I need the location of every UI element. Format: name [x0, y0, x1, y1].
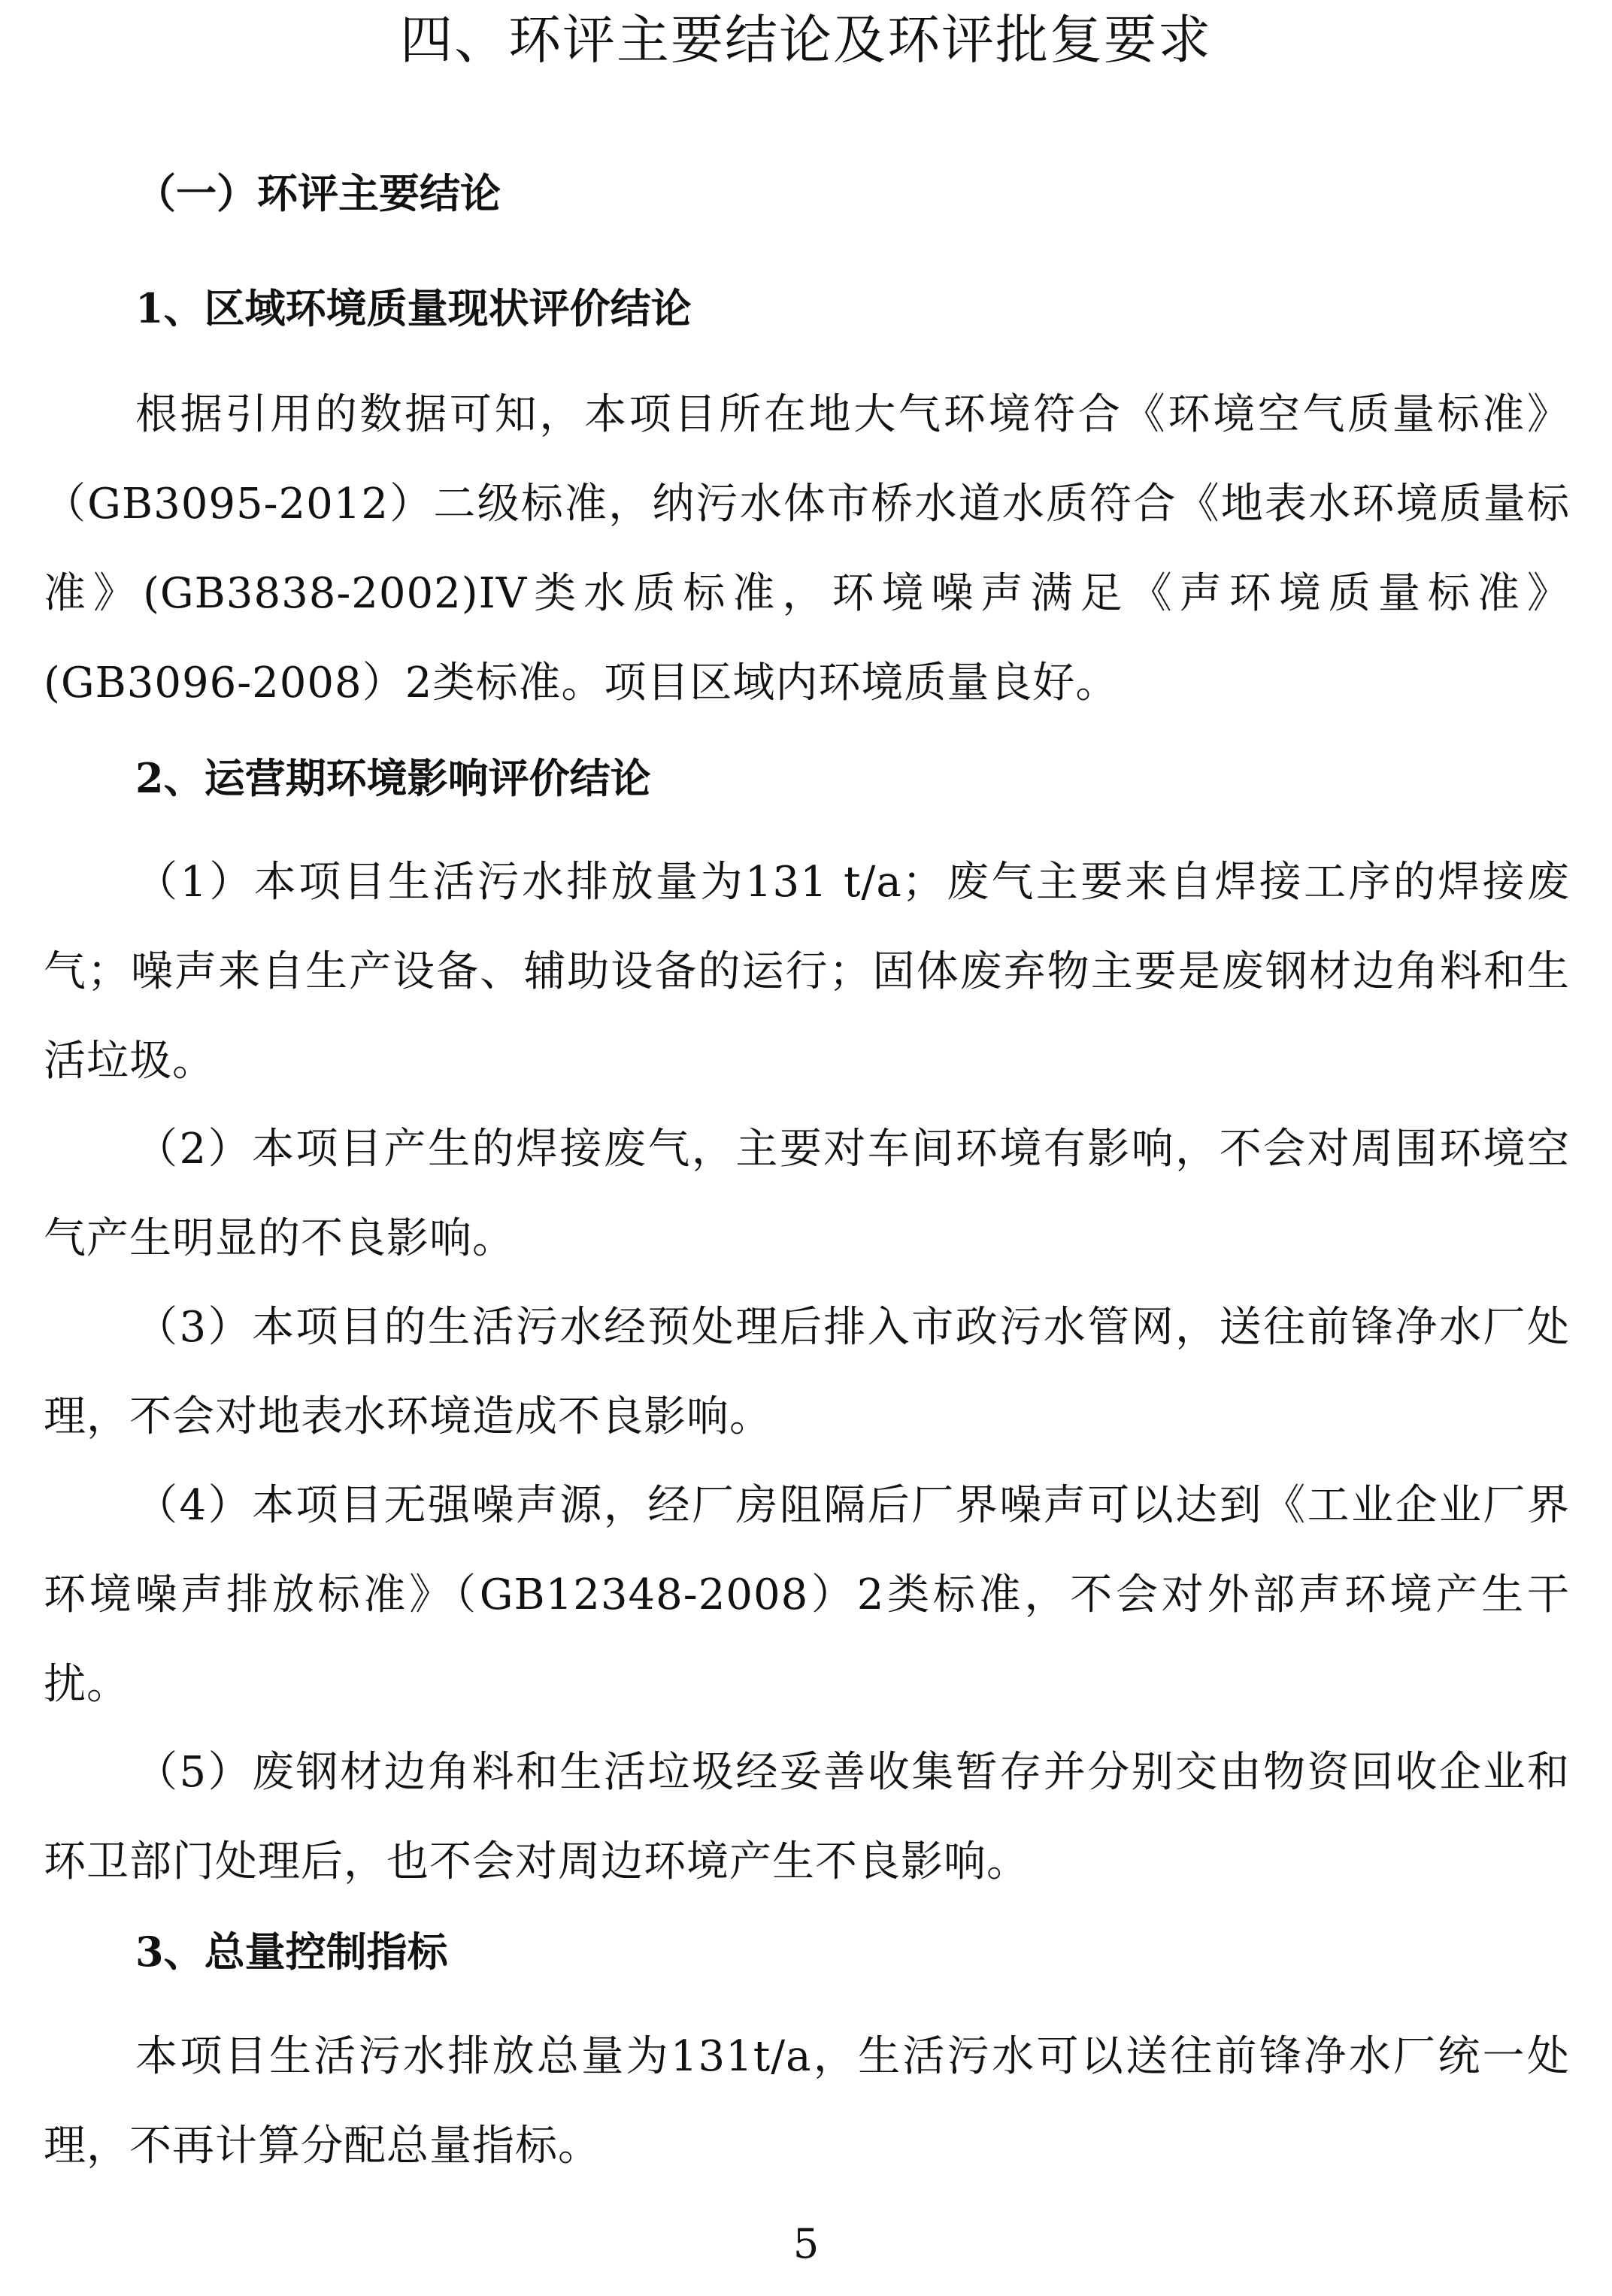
subsection-heading-3: 3、总量控制指标 — [135, 1928, 448, 1976]
paragraph-impact-1: （1）本项目生活污水排放量为131 t/a；废气主要来自焊接工序的焊接废气；噪声来自生产设备、辅助设备的运行；固体废弃物主要是废钢材边角料和生活垃圾。 — [44, 858, 1570, 1086]
subsection-heading-1: 1、区域环境质量现状评价结论 — [135, 284, 692, 332]
page-number: 5 — [792, 2220, 820, 2267]
section-heading: （一）环评主要结论 — [135, 169, 501, 217]
paragraph-impact-4: （4）本项目无强噪声源，经厂房阻隔后厂界噪声可以达到《工业企业厂界环境噪声排放标准》（GB12348-2008）2类标准，不会对外部声环境产生干扰。 — [44, 1481, 1570, 1709]
paragraph-impact-5: （5）废钢材边角料和生活垃圾经妥善收集暂存并分别交由物资回收企业和环卫部门处理后，也不会对周边环境产生不良影响。 — [44, 1748, 1570, 1886]
paragraph-total-control: 本项目生活污水排放总量为131t/a，生活污水可以送往前锋净水厂统一处理，不再计算分配总量指标。 — [44, 2032, 1570, 2170]
paragraph-environment-quality: 根据引用的数据可知，本项目所在地大气环境符合《环境空气质量标准》（GB3095-2012）二级标准，纳污水体市桥水道水质符合《地表水环境质量标准》(GB3838-2002)IV类水质标准，环境噪声满足《声环境质量标准》(GB3096-2008）2类标准。项目区域内环境质量良好。 — [44, 390, 1570, 707]
paragraph-impact-3: （3）本项目的生活污水经预处理后排入市政污水管网，送往前锋净水厂处理，不会对地表水环境造成不良影响。 — [44, 1303, 1570, 1441]
page-title: 四、环评主要结论及环评批复要求 — [400, 9, 1212, 71]
paragraph-impact-2: （2）本项目产生的焊接废气，主要对车间环境有影响，不会对周围环境空气产生明显的不良影响。 — [44, 1125, 1570, 1263]
subsection-heading-2: 2、运营期环境影响评价结论 — [135, 754, 651, 802]
